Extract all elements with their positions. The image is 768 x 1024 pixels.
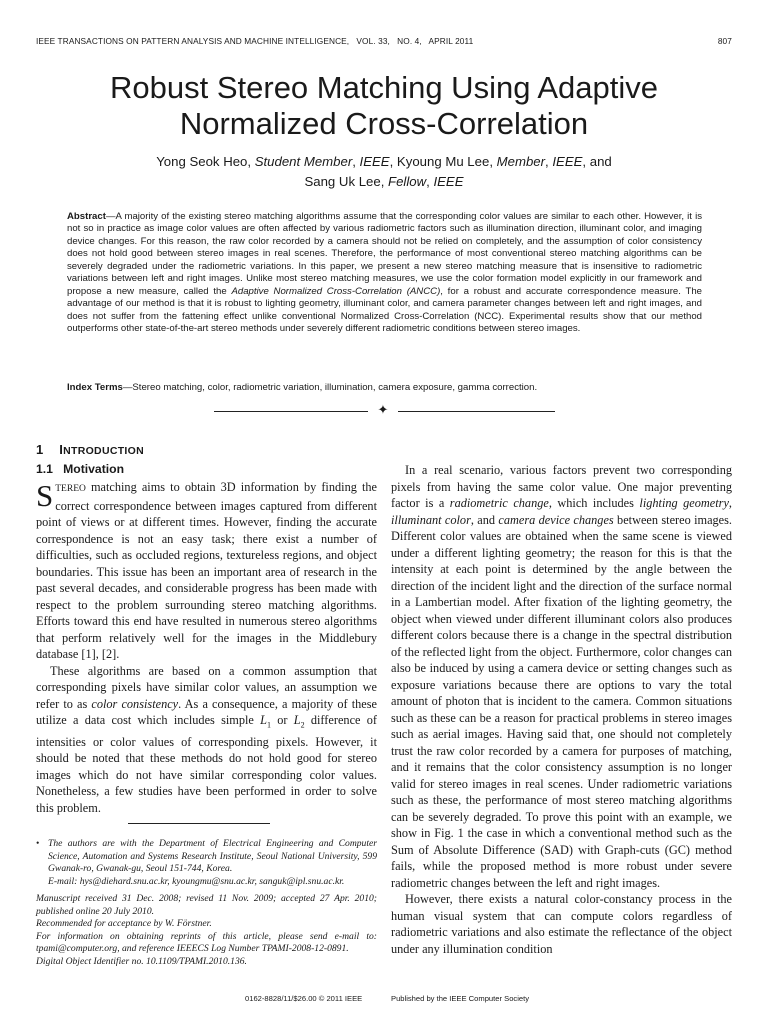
footnote-affiliation: The authors are with the Department of Electrical Engineering and Computer Science, Automation and Systems Research Institute, Seoul National University, 599 Gwanak-ro, Gwanak-gu, Seoul 151-744, Korea.	[48, 838, 377, 874]
math-subscript: 2	[300, 720, 305, 730]
abstract	[67, 211, 702, 336]
drop-cap: S	[36, 478, 54, 513]
separator-line-left	[214, 411, 368, 412]
paragraph: However, there exists a natural color-constancy process in the human visual system that can compute colors regardless of radiometric variations and also estimate the reflectance of the object under any illumination condition	[391, 892, 732, 956]
paragraph-text: . As a consequence, a majority of these utilize a data cost which includes simple	[36, 696, 378, 727]
bullet-icon: •	[36, 838, 40, 849]
index-terms-label: Index Terms	[67, 382, 123, 393]
paragraph-text: , and	[470, 512, 499, 527]
abstract-text: —A majority of the existing stereo matching algorithms assume that the corresponding color values are similar to each other. However, it is not so in practice as image color values are often affected by various radiometric factors such as illumination direction, illuminant color, and imaging device changes. For this reason, the raw color recorded by a camera should not be relied on completely, and the assumption of color consistency does not hold good between stereo images in real scenes. Therefore, the performance of most conventional stereo matching algorithms can be severely degraded under the radiometric variations. In this paper, we present a new stereo matching measure that is insensitive to radiometric variations between left and right images. Unlike most stereo matching measures, we use the color formation model explicitly in our framework and propose a new measure, called the	[67, 211, 702, 297]
section-heading	[36, 442, 144, 457]
footnote-doi: Digital Object Identifier no. 10.1109/TPAMI.2010.136.	[36, 955, 247, 967]
emphasis: camera device changes	[498, 512, 614, 527]
author-ieee: IEEE	[552, 154, 583, 169]
abstract-label: Abstract	[67, 211, 106, 222]
abstract-emphasis: Adaptive Normalized Cross-Correlation (ANCC)	[231, 285, 441, 297]
author-role: Student Member	[254, 154, 353, 169]
page-number: 807	[717, 36, 732, 46]
author-ieee: IEEE	[359, 154, 390, 169]
paragraph	[36, 479, 377, 663]
footnote-reprints: For information on obtaining reprints of this article, please send e-mail to: tpami@computer.org, and reference IEEECS Log Number TPAMI-2008-12-0891.	[36, 930, 377, 954]
separator-line-right	[398, 411, 555, 412]
author-conjunction: , and	[582, 154, 612, 169]
journal-name: IEEE TRANSACTIONS ON PATTERN ANALYSIS AND MACHINE INTELLIGENCE, VOL. 33, NO. 4, APRIL 2011	[36, 36, 474, 46]
paragraph-text: These algorithms are based on a common assumption that corresponding pixels have similar color values, an assumption we refer to as	[36, 663, 377, 711]
author-name: Sang Uk Lee,	[304, 174, 389, 189]
footnote-rule	[128, 823, 270, 824]
emphasis: radiometric change	[449, 496, 549, 510]
abstract-text: , for a robust and accurate correspondence measure. The advantage of our method is that it is robust to lighting geometry, illuminant color, and camera parameter changes between left and right images, and does not suffer from the fattening effect unlike conventional Normalized Cross-Correlation (NCC). Experimental results show that our method outperforms other state-of-the-art stereo methods under severely different radiometric conditions between stereo images.	[67, 285, 703, 335]
footer-publisher: Published by the IEEE Computer Society	[391, 994, 530, 1003]
footnote-email: E-mail: hys@diehard.snu.ac.kr, kyoungmu@snu.ac.kr, sanguk@ipl.snu.ac.kr.	[48, 875, 345, 887]
author-ieee: IEEE	[433, 174, 464, 189]
body-column-right	[391, 462, 732, 957]
section-number: 1	[36, 442, 44, 457]
footer-copyright: 0162-8828/11/$26.00 © 2011 IEEE	[245, 994, 363, 1003]
emphasis: lighting geometry	[639, 496, 729, 510]
paragraph-text: or	[270, 713, 294, 727]
subsection-heading: 1.1 Motivation	[36, 462, 125, 476]
paragraph-text: difference of intensities or color values of corresponding pixels. However, it should be noted that these methods do not hold good for stereo images which do not have similar corresponding color values. Nonetheless, a few studies have been performed in order to solve this problem.	[36, 713, 377, 815]
footnotes	[36, 838, 377, 968]
paragraph-text: ,	[728, 496, 732, 510]
index-terms	[67, 382, 702, 394]
footnote-recommended: Recommended for acceptance by W. Förstner.	[36, 918, 212, 929]
paragraph	[391, 462, 732, 891]
emphasis: color consistency	[91, 696, 179, 711]
paragraph	[36, 663, 377, 817]
author-name: , Kyoung Mu Lee,	[389, 154, 497, 169]
paragraph-text: In a real scenario, various factors prevent two corresponding pixels from having the same color value. One major preventing factor is a	[391, 463, 732, 510]
author-name: Yong Seok Heo,	[156, 154, 255, 169]
separator-ornament-icon: ✦	[377, 402, 389, 417]
section-title-cap: I	[59, 442, 64, 457]
body-column-left	[36, 479, 377, 816]
paragraph-text: between stereo images. Different color values are obtained when the same scene is viewed under a different lighting geometry; the reason for this is that the intensity at each point is determined by the angle between the direction of the incident light and the direction of the surface normal in a Lambertian model. After fixation of the lighting geometry, the object when viewed under different illuminant colors also produces different colors because there is a change in the spectral distribution of the reflected light from the object. Furthermore, color changes can also be induced by using a camera device or setting changes such as exposure variations because there are options to vary the total amount of photon that is incident to the camera. Common situations such as these can be a reason for practical problems in stereo images such as aerial images. Having said that, one should not completely trust the raw color recorded by a camera for purposes of matching, and it remains that the color consistency assumption is no longer valid for stereo images in real scenes. Under radiometric variations such as these, the performance of most stereo matching algorithms can be severely degraded. To prove this point with an example, we show in Fig. 1 the case in which a conventional method such as the Sum of Absolute Difference (SAD) with Graph-cuts (GC) method fails, while the proposed method is more robust under severe radiometric changes between the left and right images.	[391, 512, 732, 890]
author-role: Member	[496, 154, 546, 169]
emphasis: illuminant color	[391, 512, 471, 527]
author-list: Yong Seok Heo, Student Member, IEEE, Kyoung Mu Lee, Member, IEEE, and Sang Uk Lee, Fellow, IEEE	[156, 154, 612, 189]
paragraph-text: matching aims to obtain 3D information by finding the correct correspondence between images captured from different point of views or at different times. However, finding the accurate correspondence is not an easy task; there exist a number of difficulties, such as occluded regions, textureless regions, and object boundaries. This issue has been an important area of research in the past several decades, and considerable progress has been made with respect to the problem surrounding stereo matching algorithms. Efforts toward this end have resulted in numerous stereo algorithms that perform relatively well for the images in the Middlebury database [1], [2].	[36, 480, 377, 661]
paragraph-text: , which includes	[548, 496, 640, 510]
footnote-received: Manuscript received 31 Dec. 2008; revised 11 Nov. 2009; accepted 27 Apr. 2010; published online 20 July 2010.	[36, 893, 377, 917]
math-subscript: 1	[266, 720, 271, 730]
index-terms-text: —Stereo matching, color, radiometric variation, illumination, camera exposure, gamma correction.	[122, 382, 538, 393]
math-symbol: L	[260, 713, 267, 727]
small-caps-word: TEREO	[55, 484, 86, 494]
title-line-2: Normalized Cross-Correlation	[179, 106, 589, 141]
paper-title	[36, 70, 732, 142]
running-header	[36, 36, 732, 48]
title-line-1: Robust Stereo Matching Using Adaptive	[110, 70, 658, 105]
math-symbol: L	[293, 713, 301, 727]
section-title-rest: NTRODUCTION	[63, 445, 144, 457]
author-role: Fellow	[388, 174, 427, 189]
